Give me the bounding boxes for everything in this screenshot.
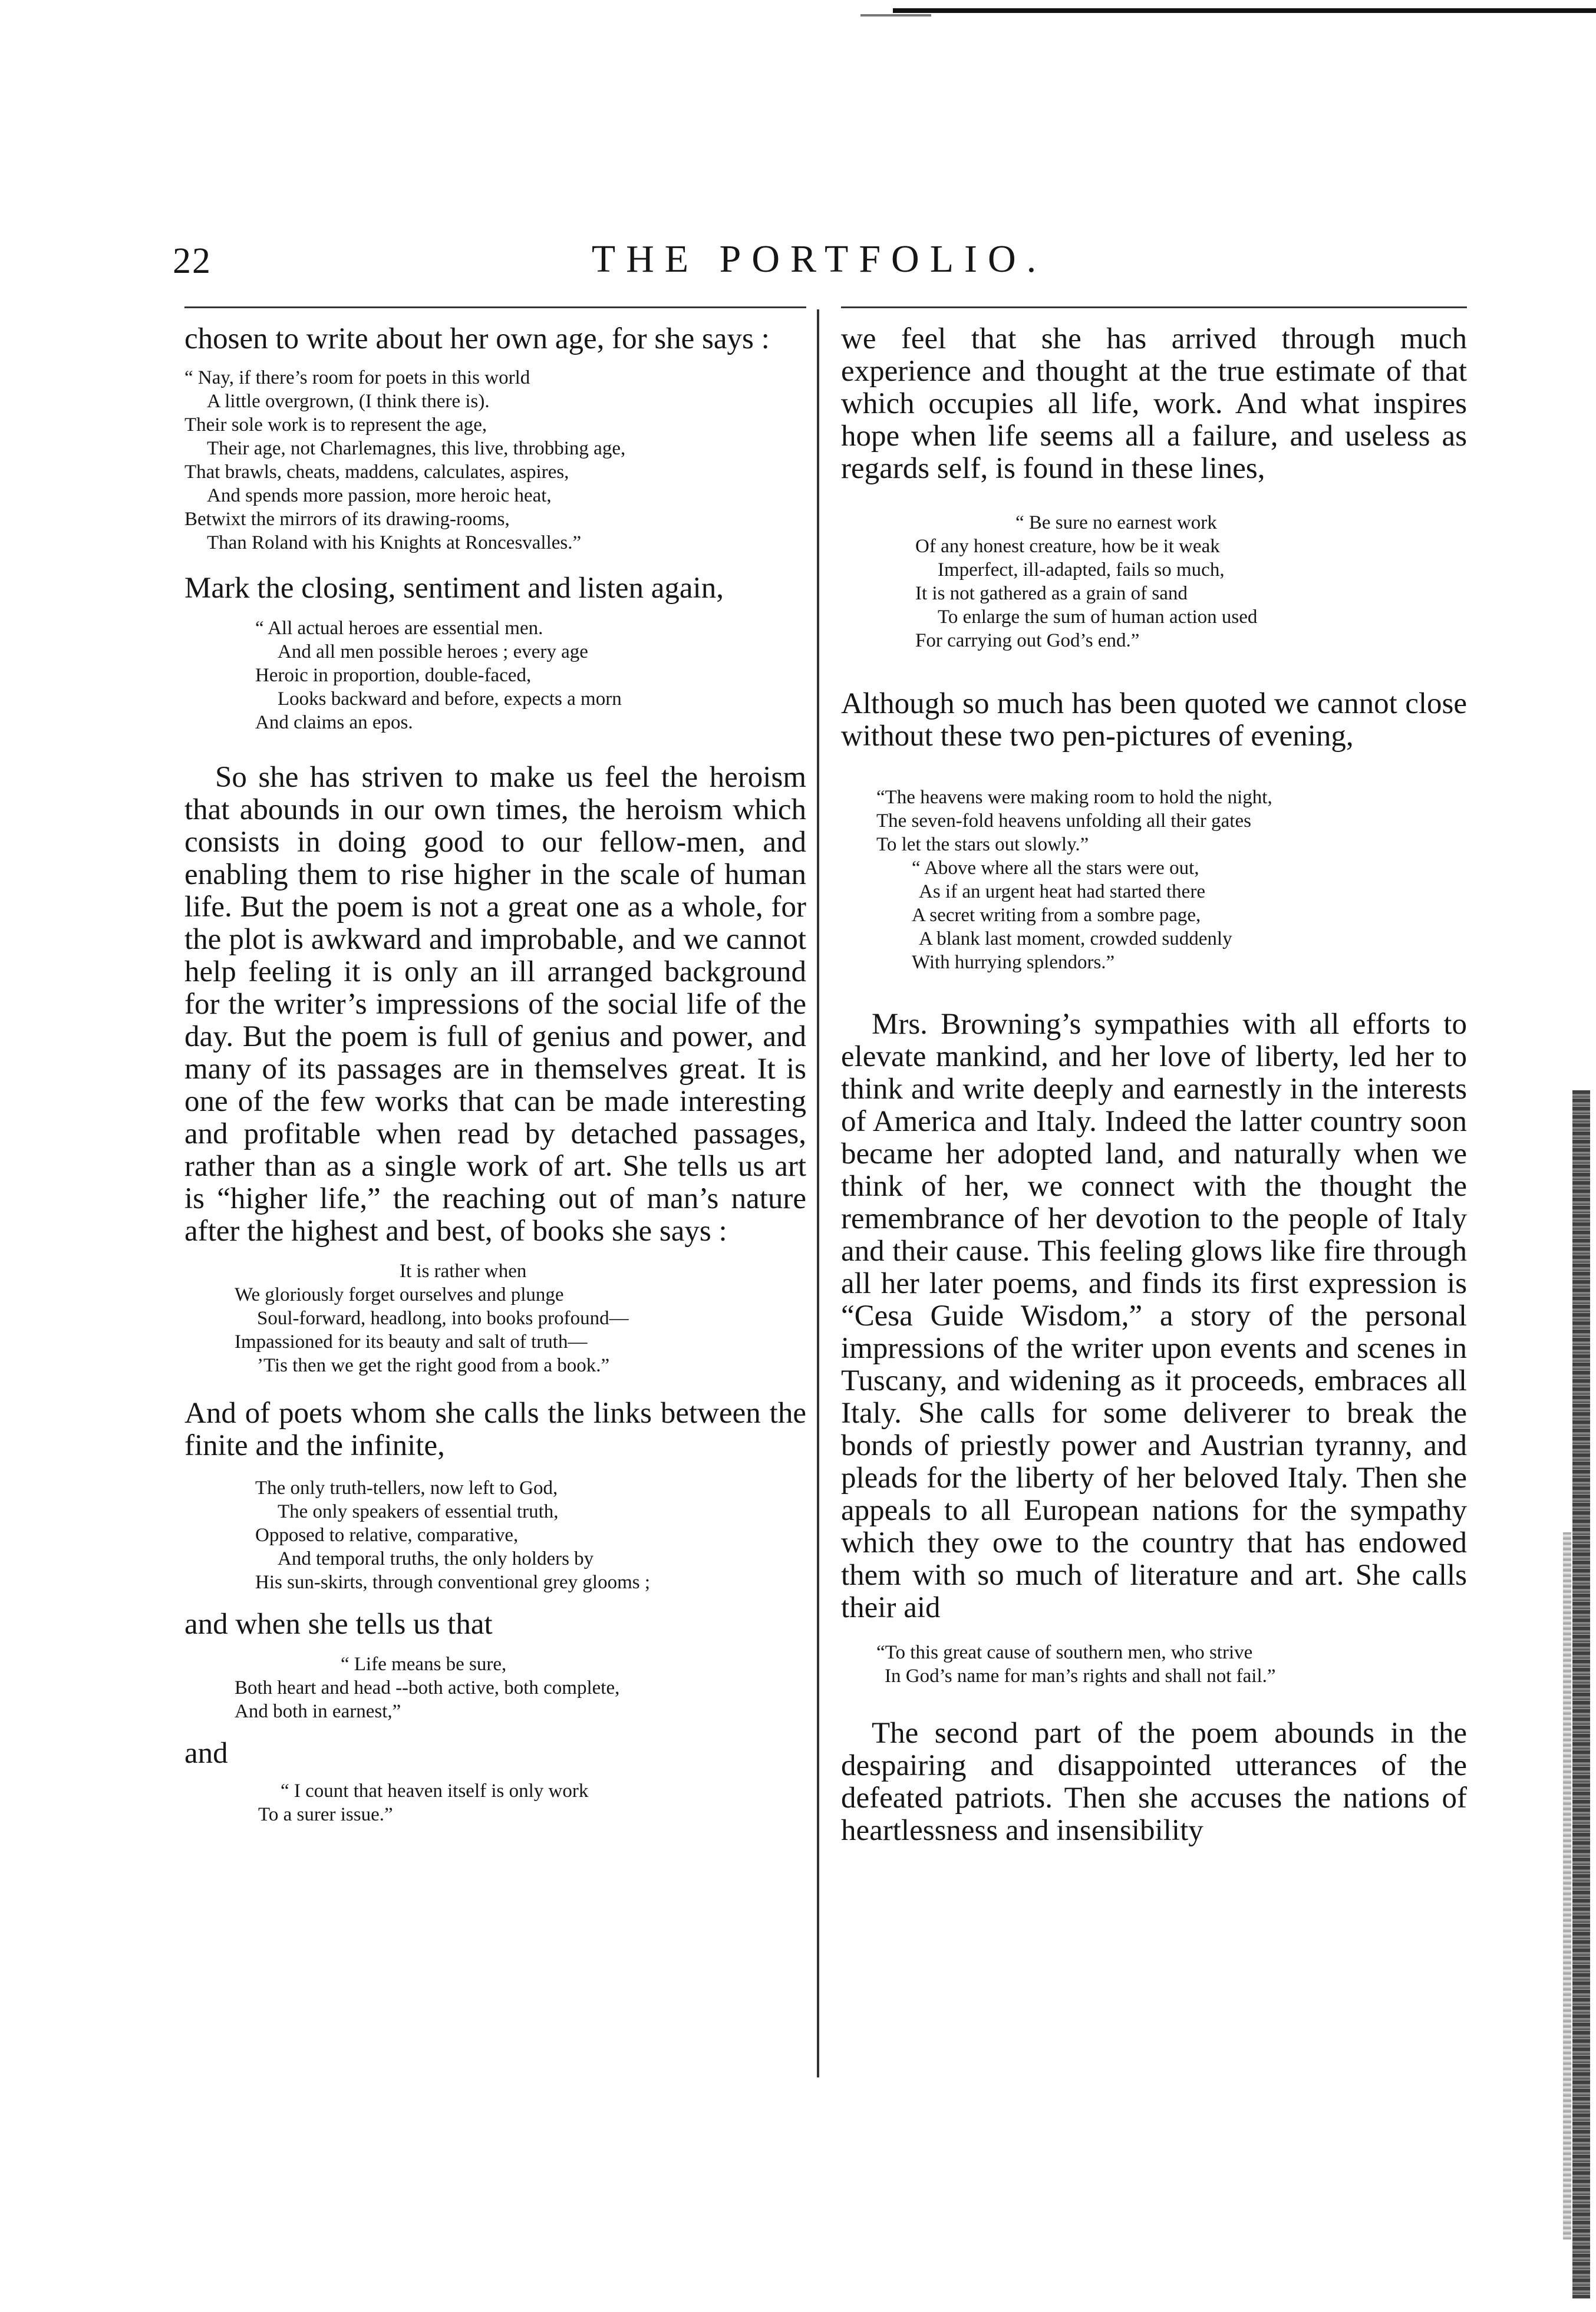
verse-line: “To this great cause of southern men, who strive [876,1642,1253,1663]
verse-line: The seven-fold heavens unfolding all their gates [876,810,1251,832]
verse-line: His sun-skirts, through conventional grey glooms ; [255,1572,651,1593]
verse-line: “ Above where all the stars were out, [912,857,1199,879]
verse-line: Imperfect, ill-adapted, fails so much, [938,559,1225,581]
verse-line: Heroic in proportion, double-faced, [255,665,532,686]
verse-quote [184,366,806,555]
verse-line: Betwixt the mirrors of its drawing-rooms, [184,509,510,530]
top-edge-rule [893,8,1596,13]
verse-line: Soul-forward, headlong, into books profound— [257,1308,629,1329]
verse-quote [184,1653,806,1723]
verse-line: That brawls, cheats, maddens, calculates, aspires, [184,461,569,483]
verse-line: ’Tis then we get the right good from a book.” [257,1355,610,1376]
paragraph: and when she tells us that [184,1608,493,1641]
verse-line: It is not gathered as a grain of sand [915,583,1188,604]
verse-quote [184,1259,806,1377]
page-edge-shadow [1572,1090,1590,2298]
verse-quote [841,511,1467,652]
paragraph: Mark the closing, sentiment and listen again, [184,572,724,605]
verse-line: We gloriously forget ourselves and plunge [235,1284,564,1305]
verse-line: Their sole work is to represent the age, [184,414,487,436]
paragraph: And of poets whom she calls the links between the finite and the infinite, [184,1397,806,1462]
verse-line: Both heart and head --both active, both complete, [235,1677,620,1698]
verse-line: “ Nay, if there’s room for poets in this world [184,367,530,388]
verse-line: To let the stars out slowly.” [876,834,1089,855]
verse-line: To enlarge the sum of human action used [938,606,1258,628]
verse-line: Than Roland with his Knights at Roncesvalles.” [207,532,582,553]
verse-line: Looks backward and before, expects a morn [278,688,622,710]
verse-line: And claims an epos. [255,712,413,733]
paragraph: Mrs. Browning’s sympathies with all efforts to elevate mankind, and her love of liberty, led her to think and write deeply and earnestly in the interests of America and Italy. Indeed the latter country soon became her adopted land, and naturally when we think of her, we connect with the thought the remembrance of her devotion to the people of Italy and their cause. This feeling glows like fire through all her later poems, and finds its first expression is “Cesa Guide Wisdom,” a story of the personal impressions of the writer upon events and scenes in Tuscany, and widening as it proceeds, embraces all Italy. She calls for some deliverer to break the bonds of priestly power and Austrian tyranny, and pleads for the liberty of her beloved Italy. Then she appeals to all European nations for the sympathy which they owe to the country that has endowed them with so much of literature and art. She calls their aid [841,1008,1467,1624]
page-edge-shadow-inner [1563,1532,1571,2240]
verse-line: A secret writing from a sombre page, [912,905,1201,926]
verse-line: It is rather when [400,1261,527,1282]
verse-line: The only speakers of essential truth, [278,1501,559,1522]
verse-line: “ Be sure no earnest work [1015,512,1217,533]
verse-line: “ All actual heroes are essential men. [255,618,543,639]
paragraph: and [184,1737,228,1770]
column-divider [817,309,819,2077]
running-title: THE PORTFOLIO. [591,238,1047,281]
verse-quote [184,1476,806,1594]
page-number: 22 [173,241,212,281]
verse-line: Opposed to relative, comparative, [255,1525,519,1546]
verse-line: With hurrying splendors.” [912,952,1115,973]
header-rule-left [184,306,806,308]
verse-line: A blank last moment, crowded suddenly [919,928,1232,949]
paragraph: Although so much has been quoted we cannot close without these two pen-pictures of evening, [841,687,1467,753]
verse-line: “ I count that heaven itself is only work [281,1780,589,1802]
right-column [841,323,1467,1847]
verse-line: “The heavens were making room to hold the night, [876,787,1272,808]
paragraph: The second part of the poem abounds in the despairing and disappointed utterances of the defeated patriots. Then she accuses the nations of heartlessness and insensibility [841,1717,1467,1847]
verse-line: Impassioned for its beauty and salt of truth— [235,1331,588,1353]
verse-line: As if an urgent heat had started there [919,881,1205,902]
verse-line: And spends more passion, more heroic heat, [207,485,552,506]
verse-line: Of any honest creature, how be it weak [915,536,1220,557]
verse-line: And temporal truths, the only holders by [278,1548,594,1569]
verse-line: A little overgrown, (I think there is). [207,391,490,412]
paragraph: we feel that she has arrived through much experience and thought at the true estimate of that which occupies all life, work. And what inspires hope when life seems all a failure, and useless as regards self, is found in these lines, [841,322,1467,485]
verse-line: And both in earnest,” [235,1701,401,1722]
left-column [184,323,806,1826]
verse-line: Their age, not Charlemagnes, this live, throbbing age, [207,438,626,459]
verse-quote [184,1779,806,1826]
verse-line: For carrying out God’s end.” [915,630,1140,651]
paragraph: chosen to write about her own age, for she says : [184,322,770,355]
verse-line: And all men possible heroes ; every age [278,641,588,662]
verse-quote [184,616,806,734]
verse-line: To a surer issue.” [258,1804,393,1825]
top-edge-rule-thin [860,14,931,17]
paragraph: So she has striven to make us feel the heroism that abounds in our own times, the heroism which consists in doing good to our fellow-men, and enabling them to rise higher in the scale of human life. But the poem is not a great one as a whole, for the plot is awkward and improbable, and we cannot help feeling it is only an ill arranged background for the writer’s impressions of the social life of the day. But the poem is full of genius and power, and many of its passages are in themselves great. It is one of the few works that can be made interesting and profitable when read by detached passages, rather than as a single work of art. She tells us art is “higher life,” the reaching out of man’s nature after the highest and best, of books she says : [184,761,806,1248]
verse-quote [841,1641,1467,1688]
verse-line: The only truth-tellers, now left to God, [255,1477,558,1499]
verse-line: “ Life means be sure, [341,1654,507,1675]
header-rule-right [841,306,1467,308]
verse-quote [841,786,1467,974]
verse-line: In God’s name for man’s rights and shall not fail.” [885,1665,1276,1687]
